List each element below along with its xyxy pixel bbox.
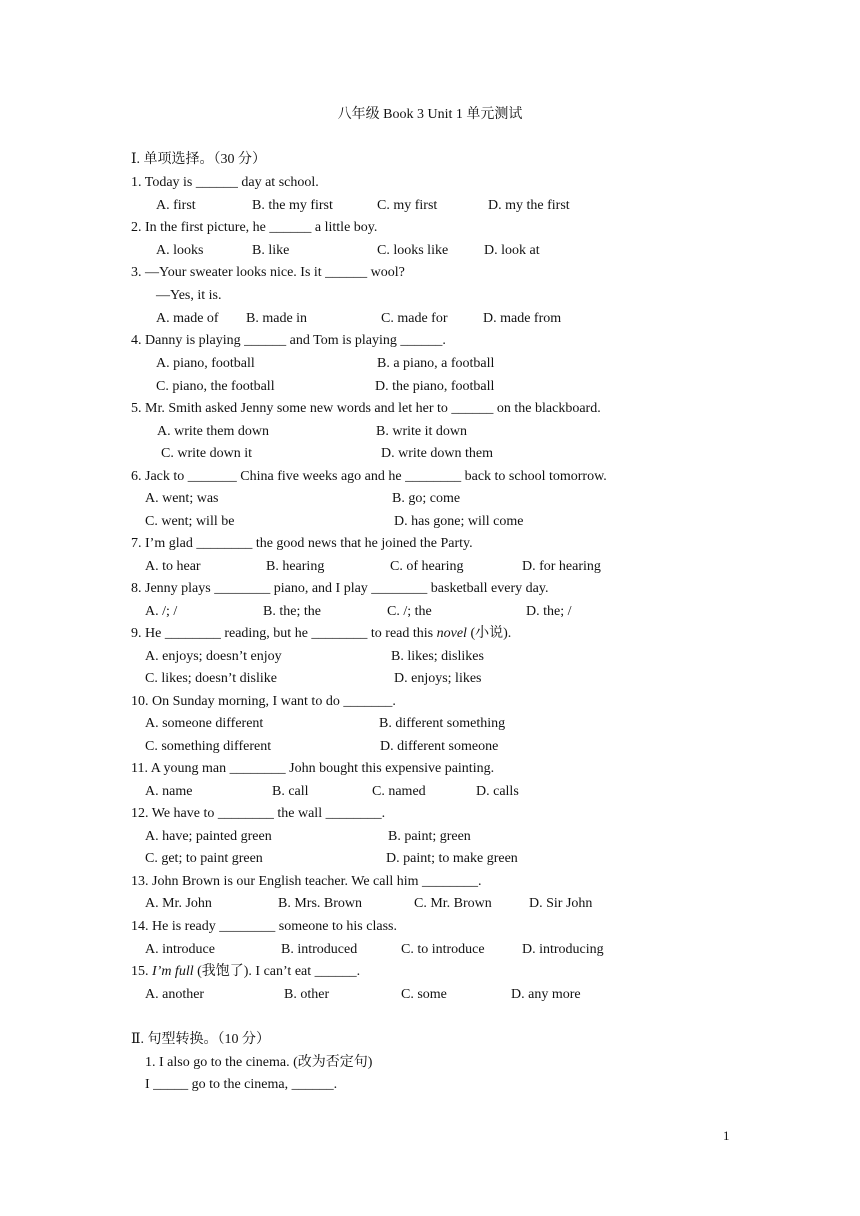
q7-option-a: A. to hear xyxy=(145,559,201,574)
q1-option-b: B. the my first xyxy=(252,198,333,213)
section-2-question-1-answer: I _____ go to the cinema, ______. xyxy=(145,1077,338,1092)
q14-option-b: B. introduced xyxy=(281,942,358,957)
section-1-heading: Ⅰ. 单项选择。（30 分） xyxy=(131,152,267,167)
question-9-stem xyxy=(131,625,511,643)
question-15-stem-italic: I’m full xyxy=(152,964,194,979)
q2-option-d: D. look at xyxy=(484,243,540,258)
q2-option-a: A. looks xyxy=(156,243,204,258)
question-15-stem-start: 15. xyxy=(131,964,152,979)
q4-option-d: D. the piano, football xyxy=(375,379,495,394)
q4-option-a: A. piano, football xyxy=(156,356,255,371)
question-12-stem: 12. We have to ________ the wall ________. xyxy=(131,806,386,821)
q13-option-c: C. Mr. Brown xyxy=(414,896,492,911)
q3-option-a: A. made of xyxy=(156,311,219,326)
question-2-stem: 2. In the first picture, he ______ a little boy. xyxy=(131,220,378,235)
q10-option-c: C. something different xyxy=(145,739,272,754)
question-6-stem: 6. Jack to _______ China five weeks ago and he ________ back to school tomorrow. xyxy=(131,469,607,484)
question-11-stem: 11. A young man ________ John bought this expensive painting. xyxy=(131,761,495,776)
q8-option-d: D. the; / xyxy=(526,604,572,619)
q4-option-b: B. a piano, a football xyxy=(377,356,495,371)
q5-option-c: C. write down it xyxy=(161,446,252,461)
q12-option-d: D. paint; to make green xyxy=(386,851,518,866)
q8-option-b: B. the; the xyxy=(263,604,321,619)
q6-option-c: C. went; will be xyxy=(145,514,235,529)
q5-option-a: A. write them down xyxy=(157,424,269,439)
q13-option-d: D. Sir John xyxy=(529,896,593,911)
question-9-stem-end: (小说). xyxy=(466,626,512,641)
q12-option-a: A. have; painted green xyxy=(145,829,272,844)
q9-option-d: D. enjoys; likes xyxy=(394,671,482,686)
q15-option-c: C. some xyxy=(401,987,447,1002)
q1-option-d: D. my the first xyxy=(488,198,570,213)
q13-option-b: B. Mrs. Brown xyxy=(278,896,363,911)
q6-option-b: B. go; come xyxy=(392,491,461,506)
question-1-stem: 1. Today is ______ day at school. xyxy=(131,175,319,190)
q11-option-a: A. name xyxy=(145,784,193,799)
page-title: 八年级 Book 3 Unit 1 单元测试 xyxy=(337,107,523,122)
question-9-stem-italic: novel xyxy=(436,626,467,641)
q11-option-c: C. named xyxy=(372,784,426,799)
q5-option-b: B. write it down xyxy=(376,424,467,439)
q7-option-d: D. for hearing xyxy=(522,559,601,574)
q14-option-c: C. to introduce xyxy=(401,942,485,957)
q11-option-b: B. call xyxy=(272,784,309,799)
q4-option-c: C. piano, the football xyxy=(156,379,275,394)
q9-option-c: C. likes; doesn’t dislike xyxy=(145,671,277,686)
q7-option-c: C. of hearing xyxy=(390,559,464,574)
question-10-stem: 10. On Sunday morning, I want to do _______. xyxy=(131,694,396,709)
q12-option-c: C. get; to paint green xyxy=(145,851,263,866)
q8-option-a: A. /; / xyxy=(145,604,178,619)
q9-option-a: A. enjoys; doesn’t enjoy xyxy=(145,649,282,664)
q6-option-a: A. went; was xyxy=(145,491,219,506)
q1-option-c: C. my first xyxy=(377,198,438,213)
q2-option-b: B. like xyxy=(252,243,290,258)
q10-option-b: B. different something xyxy=(379,716,506,731)
q12-option-b: B. paint; green xyxy=(388,829,471,844)
question-4-stem: 4. Danny is playing ______ and Tom is playing ______. xyxy=(131,333,446,348)
q3-option-c: C. made for xyxy=(381,311,448,326)
q10-option-d: D. different someone xyxy=(380,739,499,754)
question-13-stem: 13. John Brown is our English teacher. We call him ________. xyxy=(131,874,482,889)
question-8-stem: 8. Jenny plays ________ piano, and I play ________ basketball every day. xyxy=(131,581,549,596)
q8-option-c: C. /; the xyxy=(387,604,432,619)
q10-option-a: A. someone different xyxy=(145,716,264,731)
q15-option-d: D. any more xyxy=(511,987,581,1002)
q15-option-b: B. other xyxy=(284,987,330,1002)
question-3-reply: —Yes, it is. xyxy=(156,288,222,303)
question-14-stem: 14. He is ready ________ someone to his class. xyxy=(131,919,397,934)
section-2-question-1-stem: 1. I also go to the cinema. (改为否定句) xyxy=(145,1055,373,1070)
q14-option-d: D. introducing xyxy=(522,942,604,957)
q5-option-d: D. write down them xyxy=(381,446,493,461)
question-15-stem xyxy=(131,963,360,981)
q7-option-b: B. hearing xyxy=(266,559,325,574)
q15-option-a: A. another xyxy=(145,987,205,1002)
q14-option-a: A. introduce xyxy=(145,942,215,957)
q1-option-a: A. first xyxy=(156,198,196,213)
question-15-stem-end: (我饱了). I can’t eat ______. xyxy=(193,964,361,979)
q13-option-a: A. Mr. John xyxy=(145,896,212,911)
q3-option-b: B. made in xyxy=(246,311,308,326)
page-number: 1 xyxy=(723,1128,730,1143)
q3-option-d: D. made from xyxy=(483,311,562,326)
question-9-stem-start: 9. He ________ reading, but he ________ to read this xyxy=(131,626,437,641)
q6-option-d: D. has gone; will come xyxy=(394,514,524,529)
question-5-stem: 5. Mr. Smith asked Jenny some new words and let her to ______ on the blackboard. xyxy=(131,401,601,416)
question-3-stem: 3. —Your sweater looks nice. Is it ______ wool? xyxy=(131,265,405,280)
q9-option-b: B. likes; dislikes xyxy=(391,649,484,664)
question-7-stem: 7. I’m glad ________ the good news that he joined the Party. xyxy=(131,536,473,551)
q2-option-c: C. looks like xyxy=(377,243,449,258)
section-2-heading: Ⅱ. 句型转换。（10 分） xyxy=(131,1032,271,1047)
q11-option-d: D. calls xyxy=(476,784,519,799)
